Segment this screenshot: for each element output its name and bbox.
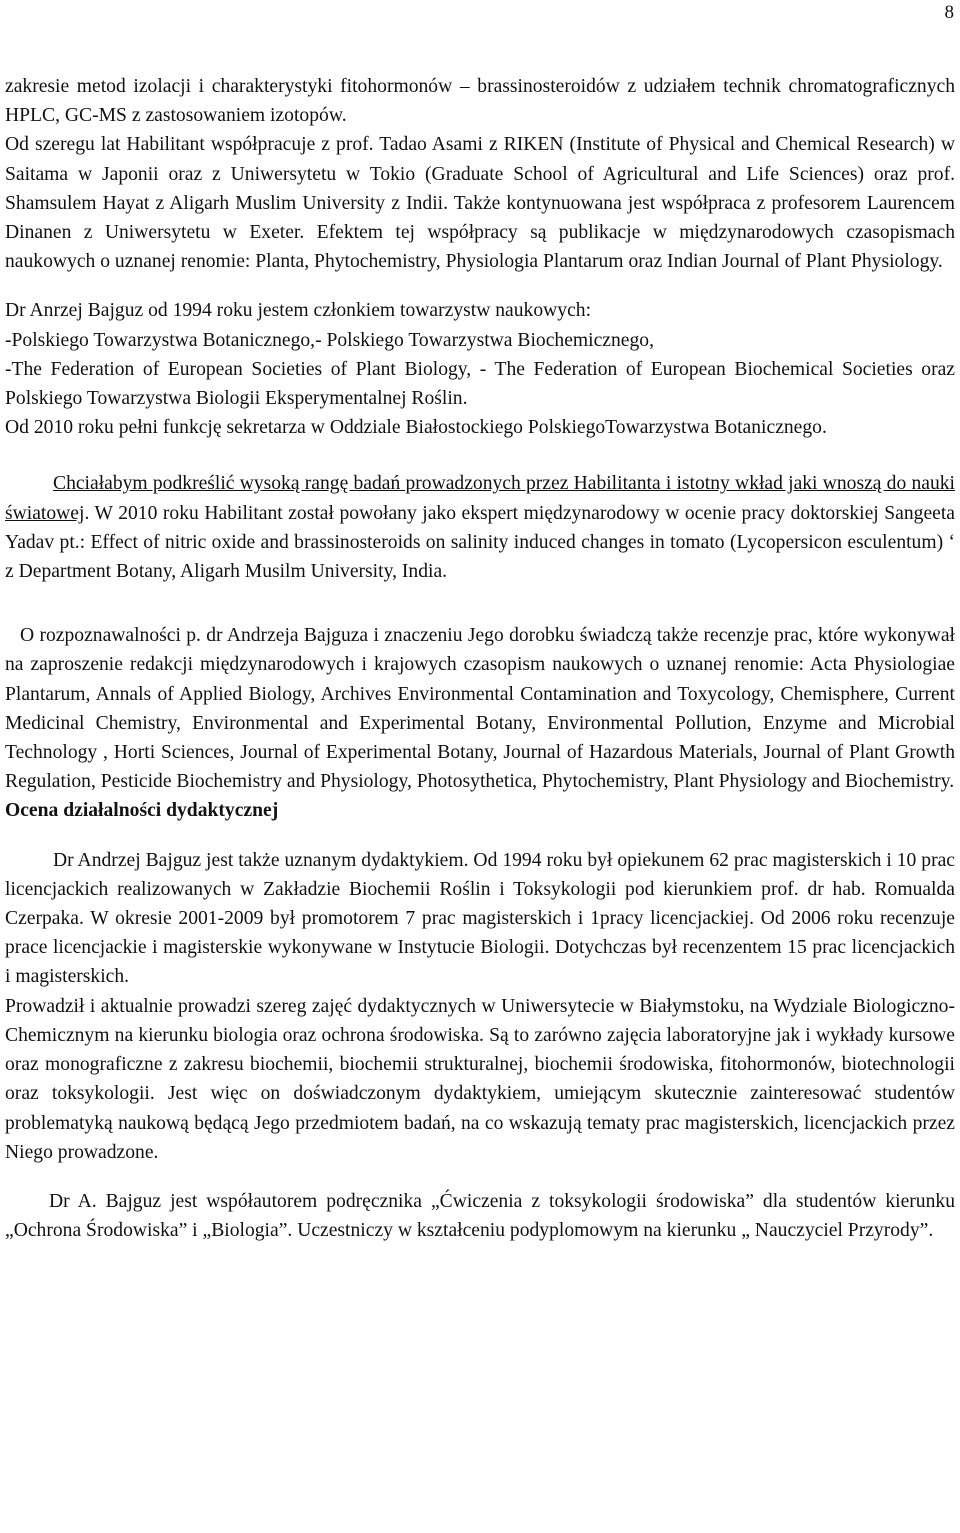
paragraph-methods: zakresie metod izolacji i charakterystyki fitohormonów – brassinosteroidów z udziałem technik chromatograficznych HPLC, GC-MS z zastosowaniem izotopów. bbox=[5, 76, 955, 127]
rank-underlined-text: Chciałabym podkreślić wysoką rangę badań prowadzonych przez Habilitanta i istotny wkład jaki wnoszą do nauki światowej bbox=[5, 473, 955, 524]
paragraph-rank bbox=[5, 469, 955, 586]
document-body bbox=[5, 72, 955, 1245]
paragraph-recognition: O rozpoznawalności p. dr Andrzeja Bajguza i znaczeniu Jego dorobku świadczą także recenzje prac, które wykonywał na zaproszenie redakcji międzynarodowych i krajowych czasopism naukowych o uznanej renomie: Acta Physiologiae Plantarum, Annals of Applied Biology, Archives Environmental Contamination and Toxycology, Chemisphere, Current Medicinal Chemistry, Environmental and Experimental Botany, Environmental Pollution, Enzyme and Microbial Technology , Horti Sciences, Journal of Experimental Botany, Journal of Hazardous Materials, Journal of Plant Growth Regulation, Pesticide Biochemistry and Physiology, Photosythetica, Phytochemistry, Plant Physiology and Biochemistry. bbox=[5, 625, 955, 793]
societies-secretary: Od 2010 roku pełni funkcję sekretarza w Oddziale Białostockiego PolskiegoTowarzystwa Botanicznego. bbox=[5, 417, 827, 439]
paragraph-didactic-classes: Prowadził i aktualnie prowadzi szereg zajęć dydaktycznych w Uniwersytecie w Białymstoku, na Wydziale Biologiczno-Chemicznym na kierunku biologia oraz ochrona środowiska. Są to zarówno zajęcia laboratoryjne jak i wykłady kursowe oraz monograficzne z zakresu biochemii, biochemii strukturalnej, biochemii środowiska, fitohormonów, biotechnologii oraz toksykologii. Jest więc on doświadczonym dydaktykiem, umiejącym skutecznie zainteresować studentów problematyką naukową będącą Jego przedmiotem badań, na co wskazują tematy prac magisterskich, licencjackich przez Niego prowadzone. bbox=[5, 995, 955, 1163]
page-number: 8 bbox=[944, 2, 954, 23]
paragraph-didactic-textbook: Dr A. Bajguz jest współautorem podręcznika „Ćwiczenia z toksykologii środowiska” dla studentów kierunku „Ochrona Środowiska” i „Biologia”. Uczestniczy w kształceniu podyplomowym na kierunku „ Nauczyciel Przyrody”. bbox=[5, 1190, 955, 1242]
section-heading-didactic: Ocena działalności dydaktycznej bbox=[5, 800, 279, 822]
societies-section bbox=[5, 296, 955, 442]
societies-intro: Dr Anrzej Bajguz od 1994 roku jestem członkiem towarzystw naukowych: bbox=[5, 300, 592, 322]
rank-rest-text: . W 2010 roku Habilitant został powołany jako ekspert międzynarodowy w ocenie pracy doktorskiej Sangeeta Yadav pt.: Effect of nitric oxide and brassinosteroids on salinity induced changes in tomato (Lycopersicon esculentum) ‘ z Department Botany, Aligarh Musilm University, India. bbox=[5, 502, 955, 583]
societies-european: -The Federation of European Societies of Plant Biology, - The Federation of European Biochemical Societies oraz Polskiego Towarzystwa Biologii Eksperymentalnej Roślin. bbox=[5, 358, 955, 410]
paragraph-didactic-supervision: Dr Andrzej Bajguz jest także uznanym dydaktykiem. Od 1994 roku był opiekunem 62 prac magisterskich i 10 prac licencjackich realizowanych w Zakładzie Biochemii Roślin i Toksykologii pod kierunkiem prof. dr hab. Romualda Czerpaka. W okresie 2001-2009 był promotorem 7 prac magisterskich i 1pracy licencjackiej. Od 2006 roku recenzuje prace licencjackie i magisterskie wykonywane w Instytucie Biologii. Dotychczas był recenzentem 15 prac licencjackich i magisterskich. bbox=[5, 849, 955, 988]
societies-polish: -Polskiego Towarzystwa Botanicznego,- Polskiego Towarzystwa Biochemicznego, bbox=[5, 329, 654, 351]
paragraph-cooperation: Od szeregu lat Habilitant współpracuje z prof. Tadao Asami z RIKEN (Institute of Physical and Chemical Research) w Saitama w Japonii oraz z Uniwersytetu w Tokio (Graduate School of Agricultural and Life Sciences) oraz prof. Shamsulem Hayat z Aligarh Muslim University z Indii. Także kontynuowana jest współpraca z profesorem Laurencem Dinanen z Uniwersytetu w Exeter. Efektem tej współpracy są publikacje w międzynarodowych czasopismach naukowych o uznanej renomie: Planta, Phytochemistry, Physiologia Plantarum oraz Indian Journal of Plant Physiology. bbox=[5, 134, 955, 273]
